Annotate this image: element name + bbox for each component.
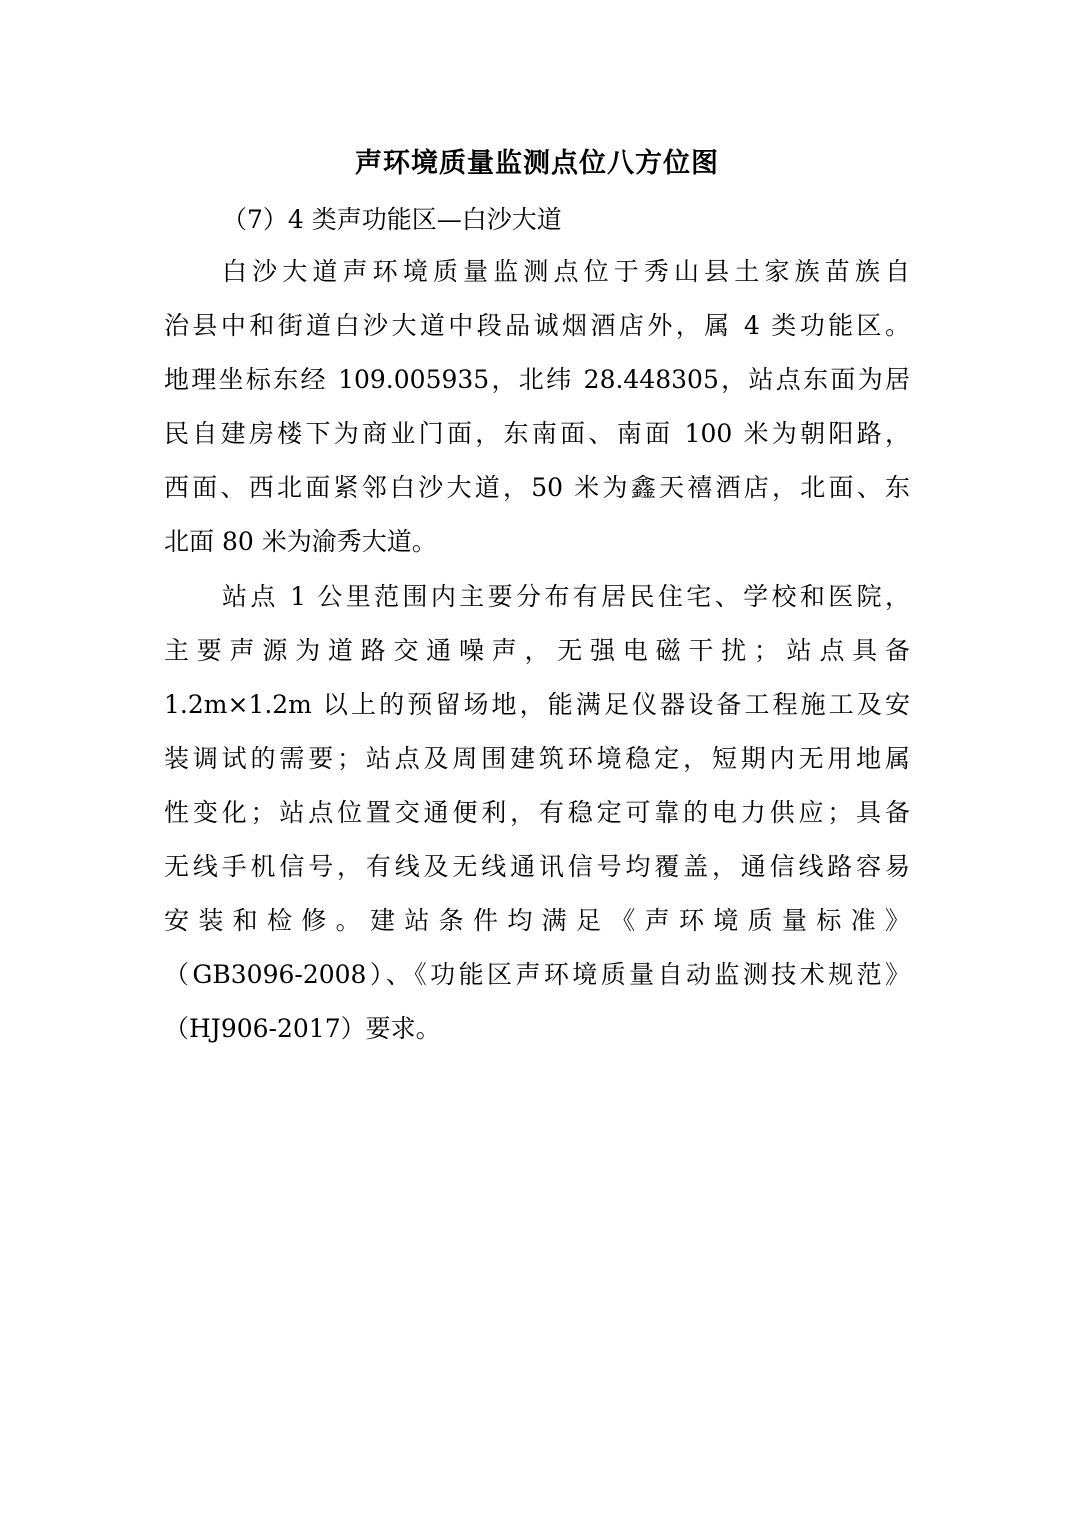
paragraph-conditions (164, 570, 910, 1056)
paragraph-line: 地理坐标东经 109.005935，北纬 28.448305，站点东面为居 (164, 365, 910, 394)
section-subtitle: （7）4 类声功能区—白沙大道 (222, 205, 562, 234)
paragraph-line: 站点 1 公里范围内主要分布有居民住宅、学校和医院， (222, 582, 910, 611)
paragraph-line: 装调试的需要；站点及周围建筑环境稳定，短期内无用地属 (164, 744, 910, 773)
paragraph-line: 安装和检修。建站条件均满足《声环境质量标准》 (164, 906, 910, 935)
paragraph-line: 主要声源为道路交通噪声，无强电磁干扰；站点具备 (164, 636, 910, 665)
paragraph-location (164, 245, 910, 569)
paragraph-line: （HJ906-2017）要求。 (164, 1014, 441, 1043)
paragraph-line: 1.2m×1.2m 以上的预留场地，能满足仪器设备工程施工及安 (164, 690, 910, 719)
paragraph-line: 北面 80 米为渝秀大道。 (164, 527, 437, 556)
paragraph-line: 白沙大道声环境质量监测点位于秀山县土家族苗族自 (222, 257, 910, 286)
paragraph-line: 民自建房楼下为商业门面，东南面、南面 100 米为朝阳路， (164, 419, 910, 448)
paragraph-line: 性变化；站点位置交通便利，有稳定可靠的电力供应；具备 (164, 798, 910, 827)
paragraph-line: 治县中和街道白沙大道中段品诚烟酒店外，属 4 类功能区。 (164, 311, 910, 340)
paragraph-line: （GB3096-2008）、《功能区声环境质量自动监测技术规范》 (164, 960, 910, 989)
paragraph-line: 无线手机信号，有线及无线通讯信号均覆盖，通信线路容易 (164, 852, 910, 881)
page-title: 声环境质量监测点位八方位图 (355, 148, 719, 179)
paragraph-line: 西面、西北面紧邻白沙大道，50 米为鑫天禧酒店，北面、东 (164, 473, 910, 502)
